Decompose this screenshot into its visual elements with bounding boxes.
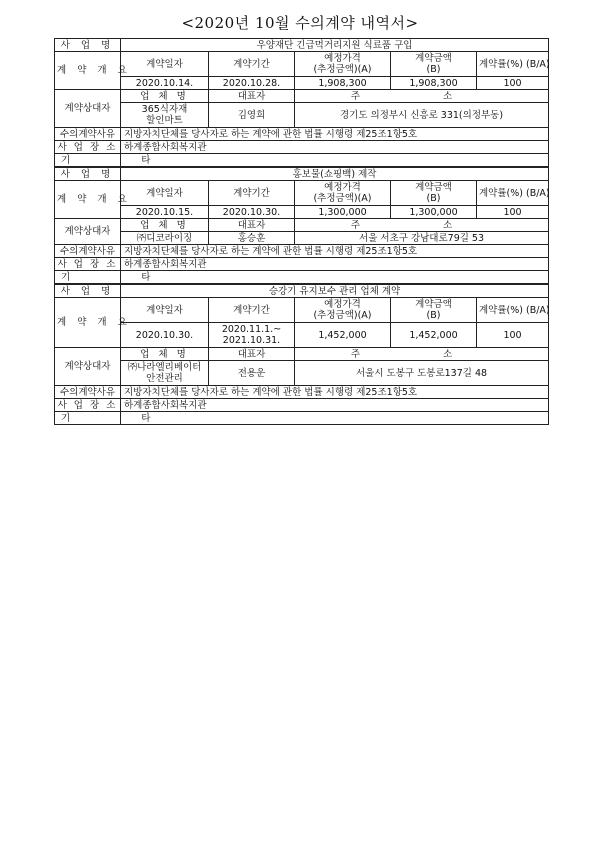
col-estimated-line2: (추정금액)(A) — [313, 310, 372, 321]
reason-text: 지방자치단체를 당사자로 하는 계약에 관한 법률 시행령 제25조1항5호 — [121, 245, 549, 258]
contract-date: 2020.10.15. — [121, 206, 209, 219]
company-name — [121, 361, 209, 386]
reason-label: 수의계약사유 — [55, 128, 121, 141]
col-period-header: 계약기간 — [209, 298, 295, 323]
reason-row — [55, 386, 549, 399]
company-name-header: 업 체 명 — [121, 219, 209, 232]
company-address: 서울 서초구 강남대로79길 53 — [295, 232, 549, 245]
etc-text — [121, 154, 549, 168]
contract-date: 2020.10.30. — [121, 323, 209, 348]
col-estimated-line2: (추정금액)(A) — [313, 193, 372, 204]
col-estimated-line1: 예정가격 — [324, 299, 361, 310]
summary-label: 계 약 개 요 — [55, 298, 121, 348]
reason-row — [55, 128, 549, 141]
etc-text — [121, 412, 549, 425]
project-label: 사 업 명 — [55, 284, 121, 298]
contract-rate: 100 — [477, 77, 549, 90]
reason-label: 수의계약사유 — [55, 386, 121, 399]
etc-label: 기 타 — [55, 412, 121, 425]
contract-amount: 1,908,300 — [391, 77, 477, 90]
col-rate-header: 계약률(%) (B/A) — [477, 52, 549, 77]
col-estimated-header — [295, 298, 391, 323]
col-amount-line1: 계약금액 — [415, 182, 452, 193]
contract-period — [209, 206, 295, 219]
place-text: 하계종합사회복지관 — [121, 399, 549, 412]
place-text: 하계종합사회복지관 — [121, 258, 549, 271]
col-date-header: 계약일자 — [121, 52, 209, 77]
summary-header-row — [55, 52, 549, 77]
company-name-line1: 365식자재 — [141, 104, 188, 115]
etc-label: 기 타 — [55, 154, 121, 168]
company-name-header: 업 체 명 — [121, 348, 209, 361]
etc-row — [55, 154, 549, 168]
col-amount-line2: (B) — [426, 310, 441, 321]
summary-label: 계 약 개 요 — [55, 181, 121, 219]
col-amount-line1: 계약금액 — [415, 53, 452, 64]
project-label: 사 업 명 — [55, 167, 121, 181]
col-rate-header: 계약률(%) (B/A) — [477, 298, 549, 323]
contract-amount: 1,452,000 — [391, 323, 477, 348]
place-row — [55, 399, 549, 412]
place-row — [55, 258, 549, 271]
place-label: 사 업 장 소 — [55, 258, 121, 271]
col-estimated-header — [295, 181, 391, 206]
reason-label: 수의계약사유 — [55, 245, 121, 258]
contractor-values-row — [55, 361, 549, 386]
place-label: 사 업 장 소 — [55, 399, 121, 412]
reason-text: 지방자치단체를 당사자로 하는 계약에 관한 법률 시행령 제25조1항5호 — [121, 386, 549, 399]
project-row — [55, 167, 549, 181]
contractor-header-row — [55, 348, 549, 361]
col-amount-header — [391, 181, 477, 206]
company-address: 서울시 도봉구 도봉로137길 48 — [295, 361, 549, 386]
col-date-header: 계약일자 — [121, 181, 209, 206]
col-amount-header — [391, 298, 477, 323]
summary-header-row — [55, 181, 549, 206]
contractor-label: 계약상대자 — [55, 219, 121, 245]
place-text: 하계종합사회복지관 — [121, 141, 549, 154]
project-name: 홍보물(쇼핑백) 제작 — [121, 167, 549, 181]
col-estimated-header — [295, 52, 391, 77]
estimated-price: 1,908,300 — [295, 77, 391, 90]
col-amount-line1: 계약금액 — [415, 299, 452, 310]
col-estimated-line1: 예정가격 — [324, 53, 361, 64]
project-name: 우양재단 긴급먹거리지원 식료품 구입 — [121, 39, 549, 52]
project-row — [55, 39, 549, 52]
col-estimated-line1: 예정가격 — [324, 182, 361, 193]
summary-header-row — [55, 298, 549, 323]
contract-period — [209, 323, 295, 348]
company-name-line1: ㈜나라엘리베이터 — [127, 362, 202, 373]
company-address: 경기도 의정부시 신흥로 331(의정부동) — [295, 103, 549, 128]
company-name — [121, 103, 209, 128]
etc-label: 기 타 — [55, 271, 121, 285]
address-header: 주 소 — [295, 90, 549, 103]
contractor-values-row — [55, 103, 549, 128]
contract-rate: 100 — [477, 206, 549, 219]
place-row — [55, 141, 549, 154]
contract-rate: 100 — [477, 323, 549, 348]
contractor-label: 계약상대자 — [55, 90, 121, 128]
representative-header: 대표자 — [209, 219, 295, 232]
contract-date: 2020.10.14. — [121, 77, 209, 90]
etc-row — [55, 271, 549, 285]
project-name: 승강기 유지보수 관리 업체 계약 — [121, 284, 549, 298]
page-title: <2020년 10월 수의계약 내역서> — [181, 14, 419, 32]
col-period-header: 계약기간 — [209, 181, 295, 206]
contract-period — [209, 77, 295, 90]
contract-amount: 1,300,000 — [391, 206, 477, 219]
representative-header: 대표자 — [209, 90, 295, 103]
contract-table — [54, 38, 549, 425]
summary-values-row — [55, 77, 549, 90]
contractor-label: 계약상대자 — [55, 348, 121, 386]
reason-text: 지방자치단체를 당사자로 하는 계약에 관한 법률 시행령 제25조1항5호 — [121, 128, 549, 141]
representative-name: 전용운 — [209, 361, 295, 386]
col-amount-header — [391, 52, 477, 77]
summary-values-row — [55, 206, 549, 219]
address-header: 주 소 — [295, 219, 549, 232]
company-name-header: 업 체 명 — [121, 90, 209, 103]
col-estimated-line2: (추정금액)(A) — [313, 64, 372, 75]
project-label: 사 업 명 — [55, 39, 121, 52]
etc-text — [121, 271, 549, 285]
col-rate-header: 계약률(%) (B/A) — [477, 181, 549, 206]
col-amount-line2: (B) — [426, 193, 441, 204]
col-period-header: 계약기간 — [209, 52, 295, 77]
reason-row — [55, 245, 549, 258]
representative-name: 김영희 — [209, 103, 295, 128]
company-name — [121, 232, 209, 245]
contract-period-line1: 2020.11.1.~ — [221, 324, 282, 335]
contract-period-line1: 2020.10.28. — [222, 77, 281, 89]
contract-period-line1: 2020.10.30. — [222, 206, 281, 218]
contract-period-line2: 2021.10.31. — [222, 335, 281, 346]
project-row — [55, 284, 549, 298]
contractor-header-row — [55, 90, 549, 103]
contractor-header-row — [55, 219, 549, 232]
representative-header: 대표자 — [209, 348, 295, 361]
summary-label: 계 약 개 요 — [55, 52, 121, 90]
col-date-header: 계약일자 — [121, 298, 209, 323]
contractor-values-row — [55, 232, 549, 245]
place-label: 사 업 장 소 — [55, 141, 121, 154]
etc-row — [55, 412, 549, 425]
address-header: 주 소 — [295, 348, 549, 361]
company-name-line1: ㈜디코라이징 — [136, 232, 193, 244]
estimated-price: 1,452,000 — [295, 323, 391, 348]
col-amount-line2: (B) — [426, 64, 441, 75]
representative-name: 홍승훈 — [209, 232, 295, 245]
company-name-line2: 할인마트 — [146, 115, 183, 126]
company-name-line2: 안전관리 — [146, 373, 183, 384]
estimated-price: 1,300,000 — [295, 206, 391, 219]
